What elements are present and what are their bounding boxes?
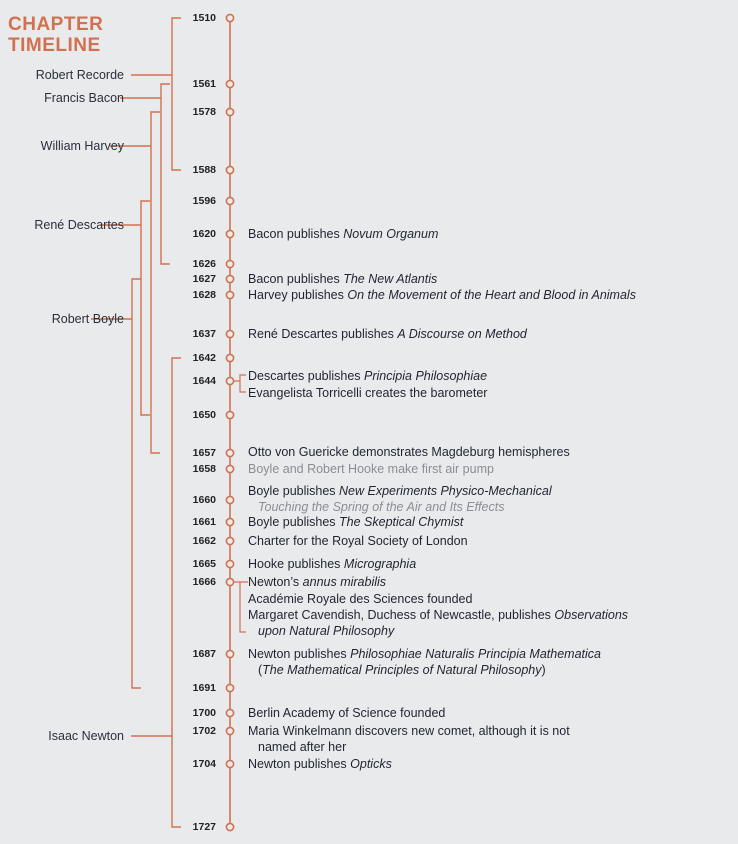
event-1644-descartes: Descartes publishes Principia Philosophiae xyxy=(248,369,488,383)
event-1637: René Descartes publishes A Discourse on Method xyxy=(248,327,527,341)
timeline-dot xyxy=(226,275,233,282)
timeline-dot xyxy=(226,377,233,384)
timeline-dot xyxy=(226,823,233,830)
year-label: 1596 xyxy=(192,195,216,207)
year-label: 1700 xyxy=(192,707,216,719)
year-label: 1661 xyxy=(192,516,216,528)
year-label: 1727 xyxy=(192,821,216,833)
event-1704: Newton publishes Opticks xyxy=(248,757,392,771)
timeline-dot xyxy=(226,197,233,204)
lifespan-bracket xyxy=(141,201,150,415)
timeline-dot xyxy=(226,260,233,267)
timeline-dot xyxy=(226,291,233,298)
event-1662: Charter for the Royal Society of London xyxy=(248,534,468,548)
timeline-dot xyxy=(226,650,233,657)
event-group-bracket-1666 xyxy=(234,582,248,632)
timeline-dot xyxy=(226,496,233,503)
year-label: 1628 xyxy=(192,289,216,301)
event-1658: Boyle and Robert Hooke make first air pump xyxy=(248,462,494,476)
event-1687: Newton publishes Philosophiae Naturalis Principia Mathematica (The Mathematical Principles of Natural Philosophy) xyxy=(248,647,601,677)
year-label: 1702 xyxy=(192,725,216,737)
year-label: 1561 xyxy=(192,78,216,90)
event-1700: Berlin Academy of Science founded xyxy=(248,706,446,720)
year-label: 1644 xyxy=(192,375,216,387)
timeline-dot xyxy=(226,14,233,21)
year-label: 1650 xyxy=(192,409,216,421)
timeline-dot xyxy=(226,518,233,525)
timeline-dot xyxy=(226,80,233,87)
person-rene-descartes: René Descartes xyxy=(34,218,124,232)
person-francis-bacon: Francis Bacon xyxy=(44,91,124,105)
lifespan-bracket xyxy=(132,279,141,688)
year-label: 1658 xyxy=(192,463,216,475)
event-1627: Bacon publishes The New Atlantis xyxy=(248,272,438,286)
event-1666-cavendish: Margaret Cavendish, Duchess of Newcastle, publishes Observations upon Natural Philosophy xyxy=(248,608,629,638)
title-line-2: TIMELINE xyxy=(8,35,101,56)
event-1660: Boyle publishes New Experiments Physico-Mechanical Touching the Spring of the Air and Its Effects xyxy=(248,484,552,514)
event-1665: Hooke publishes Micrographia xyxy=(248,557,417,571)
timeline-dot xyxy=(226,449,233,456)
year-label: 1642 xyxy=(192,352,216,364)
timeline-dot xyxy=(226,709,233,716)
lifespan-bracket xyxy=(151,112,160,453)
year-label: 1620 xyxy=(192,228,216,240)
title-line-1: CHAPTER xyxy=(8,14,104,35)
event-1661: Boyle publishes The Skeptical Chymist xyxy=(248,515,464,529)
event-group-bracket-1644 xyxy=(234,375,246,392)
event-1628: Harvey publishes On the Movement of the Heart and Blood in Animals xyxy=(248,288,636,302)
year-label: 1510 xyxy=(192,12,216,24)
year-label: 1657 xyxy=(192,447,216,459)
timeline-dot xyxy=(226,411,233,418)
timeline-dot xyxy=(226,330,233,337)
timeline-dot xyxy=(226,166,233,173)
timeline-dot xyxy=(226,760,233,767)
year-label: 1691 xyxy=(192,682,216,694)
year-label: 1665 xyxy=(192,558,216,570)
event-1644-torricelli: Evangelista Torricelli creates the barometer xyxy=(248,386,488,400)
person-isaac-newton: Isaac Newton xyxy=(48,729,124,743)
year-label: 1626 xyxy=(192,258,216,270)
event-1666-newton: Newton’s annus mirabilis xyxy=(248,575,387,589)
event-1702: Maria Winkelmann discovers new comet, although it is not named after her xyxy=(248,724,570,754)
year-label: 1666 xyxy=(192,576,216,588)
lifespan-bracket xyxy=(172,18,181,170)
timeline-dot xyxy=(226,560,233,567)
year-label: 1687 xyxy=(192,648,216,660)
timeline-dot xyxy=(226,684,233,691)
year-label: 1704 xyxy=(192,758,216,770)
timeline-dot xyxy=(226,578,233,585)
timeline-dot xyxy=(226,537,233,544)
year-label: 1588 xyxy=(192,164,216,176)
timeline-dot xyxy=(226,465,233,472)
year-label: 1578 xyxy=(192,106,216,118)
event-1666-academie: Académie Royale des Sciences founded xyxy=(248,592,473,606)
person-william-harvey: William Harvey xyxy=(40,139,124,153)
lifespan-bracket xyxy=(172,358,181,827)
event-1620: Bacon publishes Novum Organum xyxy=(248,227,439,241)
timeline-dot xyxy=(226,108,233,115)
timeline-dot xyxy=(226,727,233,734)
timeline-dot xyxy=(226,354,233,361)
lifespan-bracket xyxy=(161,84,170,264)
year-label: 1662 xyxy=(192,535,216,547)
person-robert-boyle: Robert Boyle xyxy=(51,312,124,326)
year-label: 1660 xyxy=(192,494,216,506)
year-label: 1637 xyxy=(192,328,216,340)
person-robert-recorde: Robert Recorde xyxy=(35,68,124,82)
year-label: 1627 xyxy=(192,273,216,285)
timeline-dot xyxy=(226,230,233,237)
event-1657: Otto von Guericke demonstrates Magdeburg hemispheres xyxy=(248,445,570,459)
